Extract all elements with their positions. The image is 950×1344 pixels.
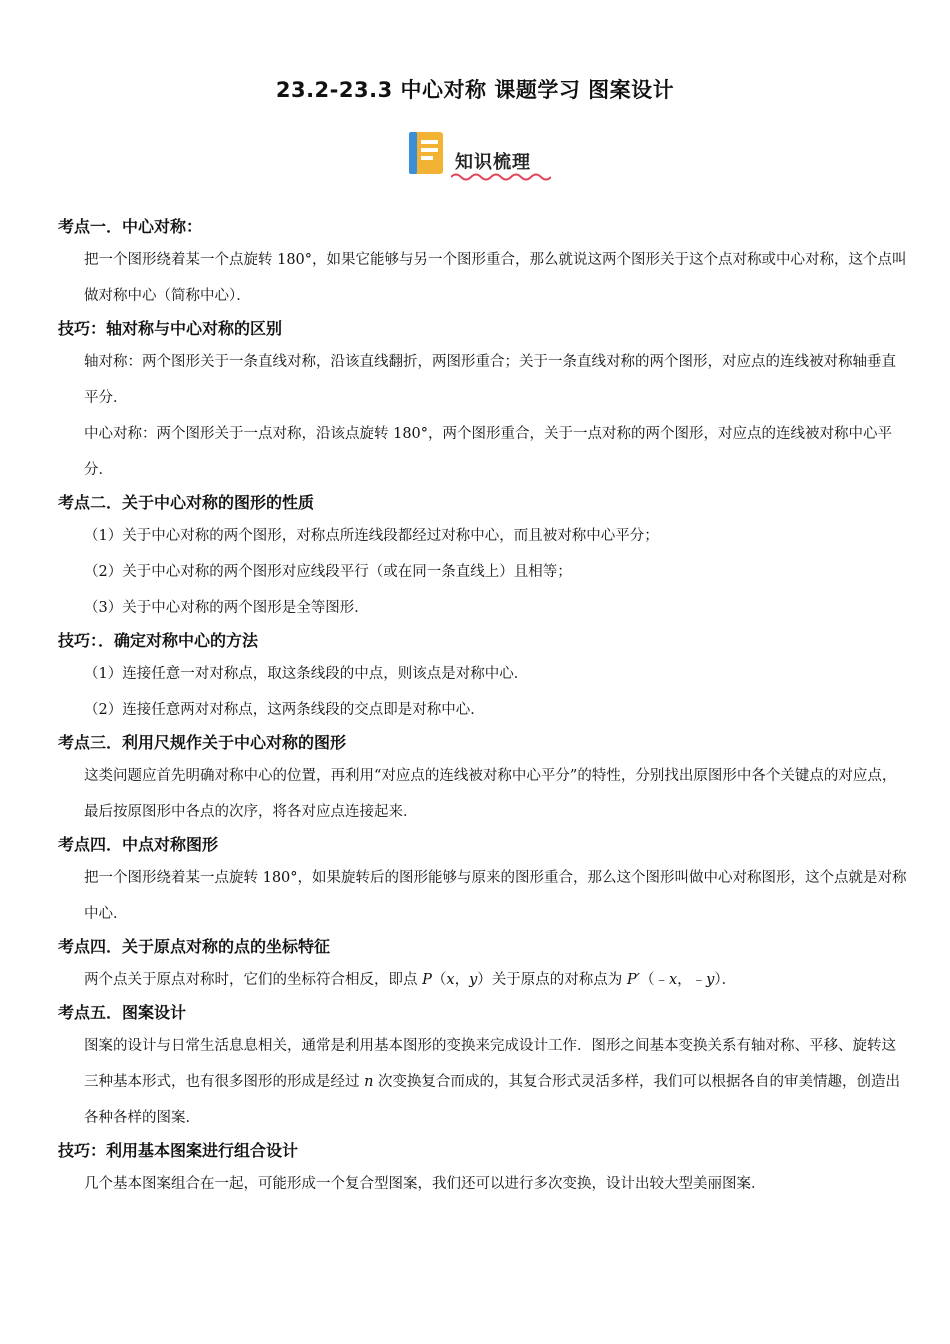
- paragraph: 几个基本图案组合在一起，可能形成一个复合型图案，我们还可以进行多次变换，设计出较大型美丽图案．: [84, 1176, 766, 1192]
- section-heading: 技巧：利用基本图案进行组合设计: [58, 1141, 299, 1160]
- section-heading: 考点四．中点对称图形: [58, 835, 219, 854]
- math-var: P: [422, 972, 432, 988]
- badge-label: 知识梳理: [455, 152, 531, 173]
- list-item: （3）关于中心对称的两个图形是全等图形．: [84, 600, 369, 616]
- section-badge: [407, 128, 557, 188]
- paragraph: [58, 962, 908, 998]
- list-item: （1）连接任意一对对称点，取这条线段的中点，则该点是对称中心．: [84, 666, 529, 682]
- paragraph: 轴对称：两个图形关于一条直线对称，沿该直线翻折，两图形重合；关于一条直线对称的两个图形，对应点的连线被对称轴垂直平分．: [84, 354, 896, 406]
- paragraph: 把一个图形绕着某一个点旋转 180°，如果它能够与另一个图形重合，那么就说这两个图形关于这个点对称或中心对称，这个点叫做对称中心（简称中心）．: [84, 252, 907, 304]
- text-run: ）关于原点的对称点为: [477, 972, 627, 988]
- section-heading: 考点五．图案设计: [58, 1003, 187, 1022]
- paragraph: 这类问题应首先明确对称中心的位置，再利用“对应点的连线被对称中心平分”的特性，分别找出原图形中各个关键点的对应点，最后按原图形中各点的次序，将各对应点连接起来．: [84, 768, 897, 820]
- list-item: （1）关于中心对称的两个图形，对称点所连线段都经过对称中心，而且被对称中心平分；: [84, 528, 659, 544]
- text-run: （﹣: [639, 972, 669, 988]
- math-var: n: [364, 1074, 374, 1090]
- knowledge-content: [58, 212, 908, 1202]
- text-run: ）．: [714, 972, 737, 988]
- math-var: x: [446, 972, 455, 988]
- text-run: ，﹣: [677, 972, 707, 988]
- math-var: x: [668, 972, 678, 988]
- section-heading: 考点四．关于原点对称的点的坐标特征: [58, 937, 331, 956]
- math-var: y: [706, 972, 715, 988]
- text-run: 图案的设计与日常生活息息相关，通常是利用基本图形的变换来完成设计工作．图形之间基本变换关系有轴对称、平移、旋转这三种基本形式，也有很多图形的形成是经过: [84, 1038, 896, 1090]
- math-var: P′: [626, 972, 640, 988]
- section-heading: 考点二．关于中心对称的图形的性质: [58, 493, 315, 512]
- paragraph: 中心对称：两个图形关于一点对称，沿该点旋转 180°，两个图形重合，关于一点对称的两个图形，对应点的连线被对称中心平分．: [84, 426, 893, 478]
- section-heading: 考点三．利用尺规作关于中心对称的图形: [58, 733, 347, 752]
- list-item: （2）连接任意两对对称点，这两条线段的交点即是对称中心．: [84, 702, 485, 718]
- section-heading: 技巧：轴对称与中心对称的区别: [58, 319, 283, 338]
- text-run: ，: [454, 972, 470, 988]
- page-title: 23.2-23.3 中心对称 课题学习 图案设计: [275, 78, 675, 102]
- section-heading: 考点一．中心对称：: [58, 217, 203, 236]
- list-item: （2）关于中心对称的两个图形对应线段平行（或在同一条直线上）且相等；: [84, 564, 572, 580]
- paragraph: 把一个图形绕着某一点旋转 180°，如果旋转后的图形能够与原来的图形重合，那么这个图形叫做中心对称图形，这个点就是对称中心．: [84, 870, 907, 922]
- text-run: 次变换复合而成的，其复合形式灵活多样，我们可以根据各自的审美情趣，创造出各种各样的图案．: [84, 1074, 901, 1126]
- paragraph: [58, 1028, 908, 1136]
- text-run: （: [431, 972, 447, 988]
- text-run: 两个点关于原点对称时，它们的坐标符合相反，即点: [84, 972, 423, 988]
- wave-underline-icon: [451, 172, 551, 182]
- math-var: y: [469, 972, 478, 988]
- notebook-icon: [407, 130, 447, 178]
- section-heading: 技巧：．确定对称中心的方法: [58, 631, 259, 650]
